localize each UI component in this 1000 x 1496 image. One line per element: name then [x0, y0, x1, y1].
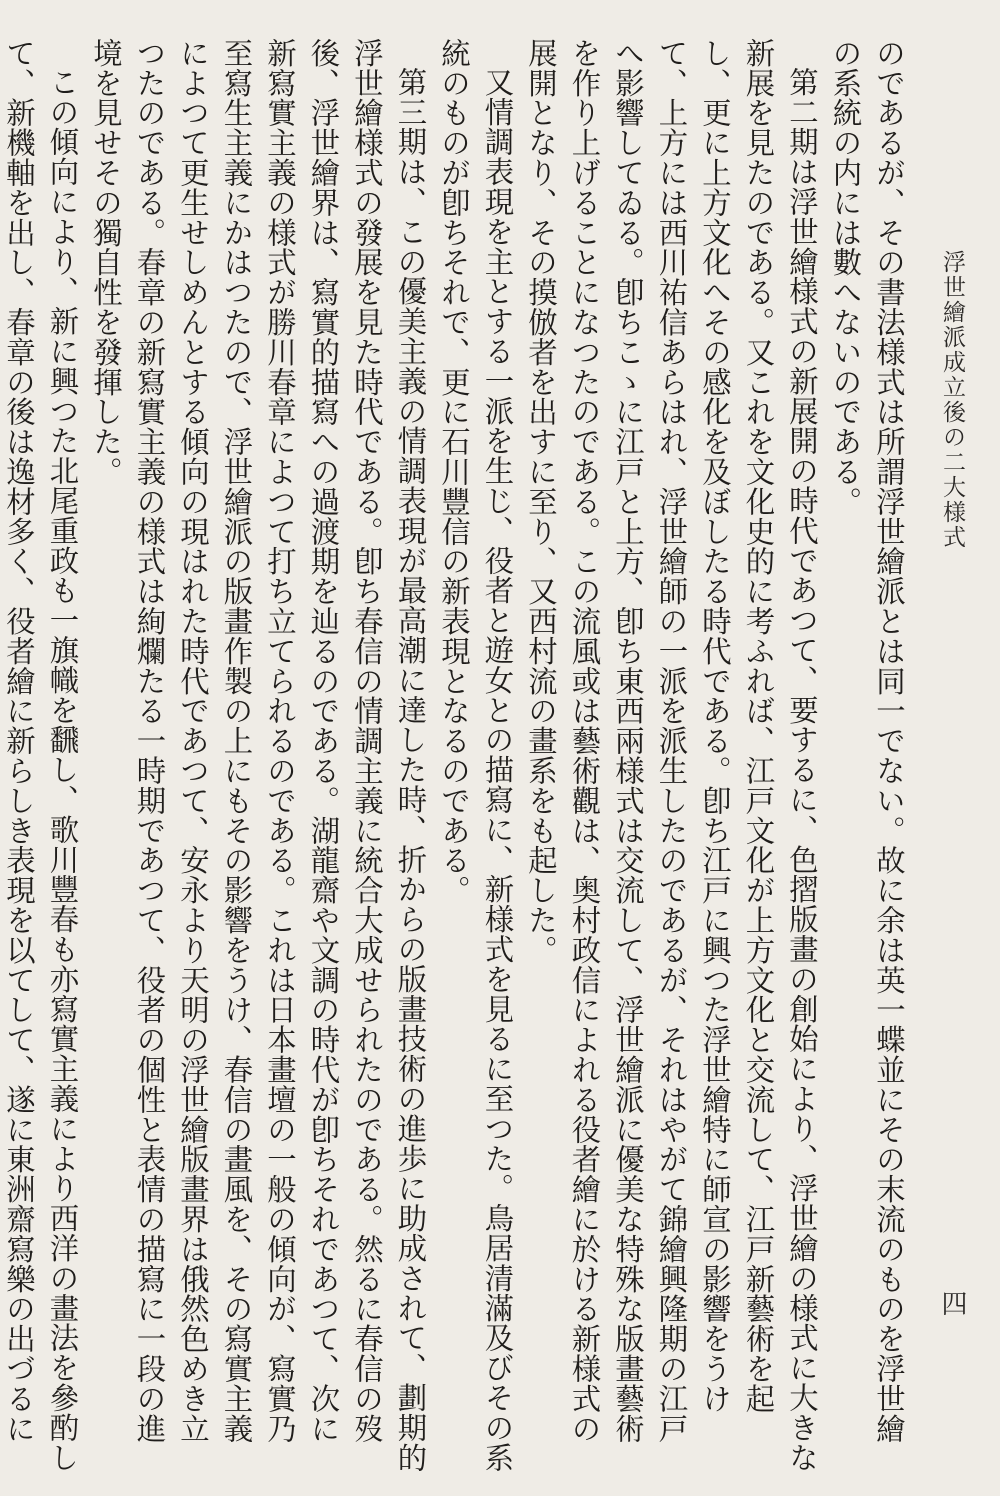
paragraph-2: 第二期は浮世繪様式の新展開の時代であつて、要するに、色摺版畫の創始により、浮世繪の様式に大きな新展を見たのである。又これを文化史的に考ふれば、江戸文化が上方文化と交流して、江戸新藝術を起し、更に上方文化へその感化を及ぼしたる時代である。卽ち江戸に興つた浮世繪特に師宣の影響をうけて、上方には西川祐信あらはれ、浮世繪師の一派を派生したのであるが、それはやがて錦繪興隆期の江戸へ影響してゐる。卽ちこゝに江戸と上方、卽ち東西兩様式は交流して、浮世繪派に優美な特殊な版畫藝術を作り上げることになつたのである。この流風或は藝術觀は、奥村政信によれる役者繪に於ける新様式の展開となり、その摸倣者を出すに至り、又西村流の畫系をも起した。 [524, 38, 819, 1473]
page-number: 四 [937, 1290, 967, 1316]
body-text [2, 38, 910, 1473]
paragraph-3: 又情調表現を主とする一派を生じ、役者と遊女との描寫に、新様式を見るに至つた。鳥居清滿及びその系統のものが卽ちそれで、更に石川豐信の新表現となるのである。 [437, 38, 515, 1473]
paragraph-4: 第三期は、この優美主義の情調表現が最高潮に達した時、折からの版畫技術の進歩に助成されて、劃期的浮世繪様式の發展を見た時代である。卽ち春信の情調主義に統合大成せられたのである。然るに春信の歿後、浮世繪界は、寫實的描寫への過渡期を辿るのである。湖龍齋や文調の時代が卽ちそれであつて、次に新寫實主義の様式が勝川春章によつて打ち立てられるのである。これは日本畫壇の一般の傾向が、寫實乃至寫生主義にかはつたので、浮世繪派の版畫作製の上にもその影響をうけ、春信の畫風を、その寫實主義によつて更生せしめんとする傾向の現はれた時代であつて、安永より天明の浮世繪版畫界は俄然色めき立つたのである。春章の新寫實主義の様式は絢爛たる一時期であつて、役者の個性と表情の描寫に一段の進境を見せその獨自性を發揮した。 [89, 38, 428, 1473]
paragraph-1: のであるが、その書法様式は所謂浮世繪派とは同一でない。故に余は英一蝶並にその末流のものを浮世繪の系統の内には數へないのである。 [828, 38, 906, 1444]
paragraph-5: この傾向により、新に興つた北尾重政も一旗幟を飜し、歌川豐春も亦寫實主義により西洋の畫法を參酌して、新機軸を出し、春章の後は逸材多く、役者繪に新らしき表現を以てして、遂に東洲齋寫樂の出づるに [2, 38, 80, 1473]
running-title: 浮世繪派成立後の二大様式 [939, 250, 965, 550]
